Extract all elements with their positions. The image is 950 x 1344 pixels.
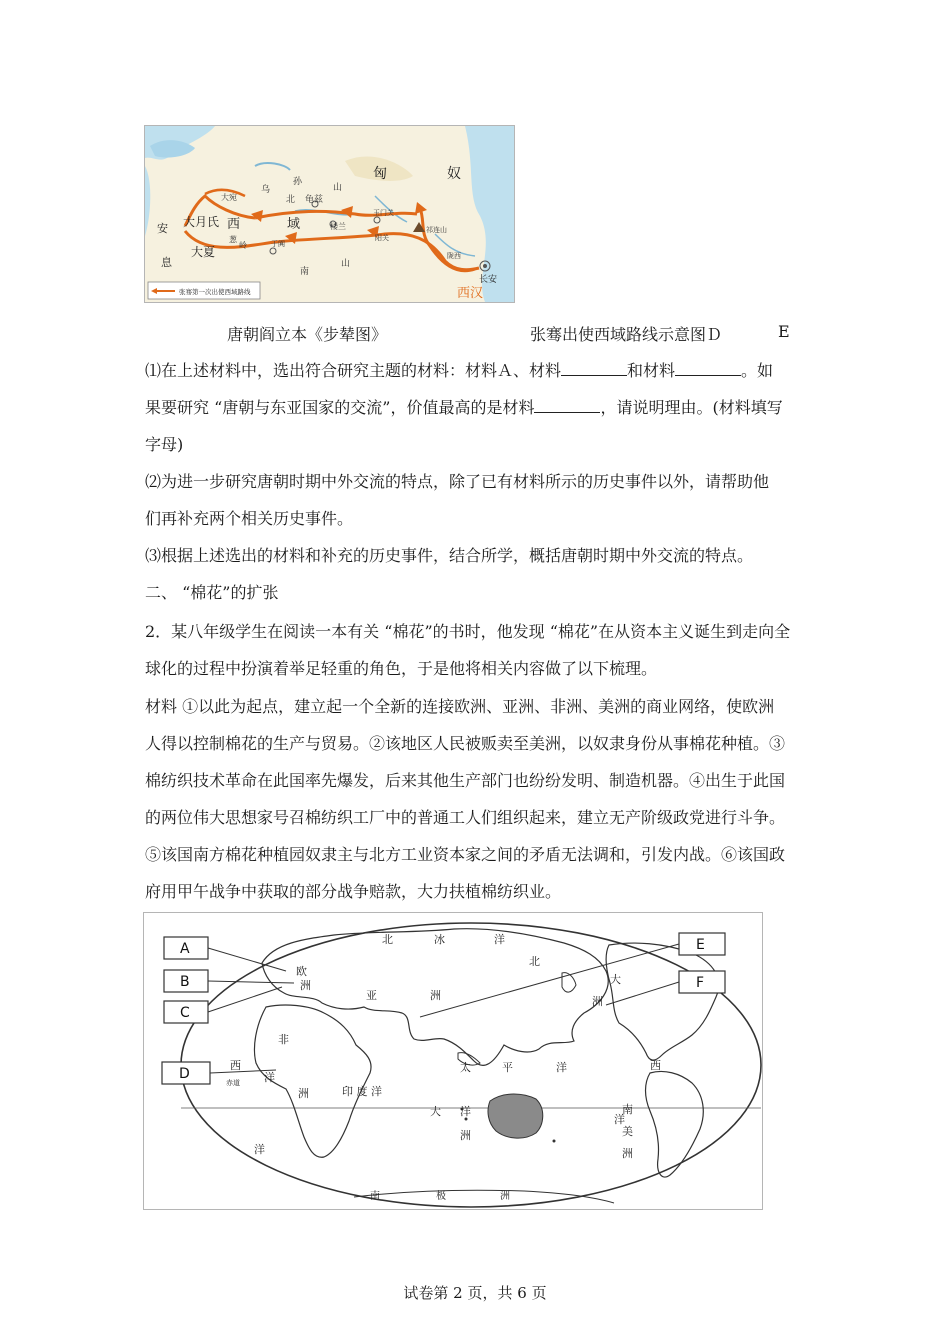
q1-text-a: ⑴在上述材料中，选出符合研究主题的材料：材料Ａ、材料 [145, 361, 562, 380]
map-box-F [679, 971, 725, 993]
q1-text-b: 和材料 [627, 361, 676, 380]
label-fei: 非 [278, 1033, 289, 1046]
label-da: 大 [430, 1105, 441, 1118]
world-map [143, 912, 763, 1210]
world-map-svg [144, 913, 762, 1209]
label-dayuezhi: 大月氏 [183, 215, 220, 229]
material-line-2: 人得以控制棉花的生产与贸易。②该地区人民被贩卖至美洲，以奴隶身份从事棉花种植。③ [145, 734, 786, 753]
q2-line-2: 们再补充两个相关历史事件。 [145, 509, 354, 528]
label-zhou-3: 洲 [298, 1087, 309, 1100]
label-yu: 域 [287, 217, 301, 232]
p2-line-1: 2．某八年级学生在阅读一本有关 “棉花”的书时，他发现 “棉花”在从资本主义诞生到走向全 [145, 622, 791, 641]
label-ya: 亚 [366, 989, 377, 1002]
label-nanji-3: 洲 [500, 1191, 510, 1202]
label-zhou-2: 洲 [430, 989, 441, 1002]
section-title: 二、 “棉花”的扩张 [145, 583, 279, 602]
map-box-E [679, 933, 725, 955]
label-yang-5: 洋 [264, 1071, 275, 1084]
label-zhou-1: 洲 [300, 979, 311, 992]
label-wu: 乌 [261, 185, 271, 195]
q1-text-c: 。如 [741, 361, 774, 380]
svg-text:B: B [180, 974, 190, 990]
label-xi-1: 西 [230, 1059, 241, 1072]
label-loulan: 楼兰 [330, 222, 346, 231]
map-box-B [164, 970, 208, 992]
material-line-5: ⑤该国南方棉花种植园奴隶主与北方工业资本家之间的矛盾无法调和，引发内战。⑥该国政 [145, 845, 786, 864]
label-sun: 孙 [293, 177, 303, 187]
label-nan: 南 [300, 267, 310, 277]
zhangqian-map-svg [145, 126, 514, 302]
label-zhou-4: 洲 [460, 1129, 471, 1142]
material-line-1: 材料 ①以此为起点，建立起一个全新的连接欧洲、亚洲、非洲、美洲的商业网络，使欧洲 [145, 697, 775, 716]
label-daxia: 大夏 [191, 245, 216, 259]
map-box-A [164, 937, 208, 959]
svg-text:D: D [179, 1066, 190, 1082]
label-anxi-2: 息 [161, 256, 172, 269]
caption-right: 张骞出使西域路线示意图Ｄ [530, 325, 723, 344]
q1-line-2 [145, 398, 813, 418]
label-nanji-2: 极 [436, 1191, 446, 1202]
label-indu-yang: 印 度 洋 [342, 1085, 382, 1098]
map-box-D [162, 1062, 210, 1084]
label-yutian: 于阗 [271, 240, 285, 248]
label-yang-1: 洋 [494, 933, 505, 946]
label-xiongnu-2: 奴 [447, 166, 461, 182]
label-ping: 平 [502, 1061, 513, 1074]
q1-line-3: 字母) [145, 435, 184, 454]
label-shan-2: 山 [341, 259, 351, 269]
label-qilianshan: 祁连山 [426, 226, 447, 234]
label-yang-3: 洋 [254, 1143, 265, 1156]
map1-legend-text: 张骞第一次出使西域路线 [179, 288, 251, 296]
label-tai: 太 [460, 1061, 471, 1074]
svg-text:A: A [180, 941, 190, 957]
q2-line-1: ⑵为进一步研究唐朝时期中外交流的特点，除了已有材料所示的历史事件以外，请帮助他 [145, 472, 770, 491]
label-xiongnu-1: 匈 [373, 166, 387, 182]
label-yangguan: 阳关 [375, 234, 389, 242]
p2-line-2: 球化的过程中扮演着举足轻重的角色，于是他将相关内容做了以下梳理。 [145, 659, 658, 678]
label-yang-taiping: 洋 [556, 1061, 567, 1074]
q1-text-e: ，请说明理由。(材料填写 [600, 398, 783, 417]
map-box-C [164, 1001, 208, 1023]
label-cong: 葱 [229, 235, 237, 244]
label-bei-2: 北 [529, 955, 540, 968]
q3-line: ⑶根据上述选出的材料和补充的历史事件，结合所学，概括唐朝时期中外交流的特点。 [145, 546, 754, 565]
caption-right-letter: E [778, 322, 790, 341]
label-longxi: 陇西 [447, 252, 461, 260]
label-xi-2: 西 [650, 1059, 661, 1072]
label-changan: 长安 [479, 275, 498, 285]
zhangqian-route-map [144, 125, 515, 303]
label-mei: 美 [622, 1125, 633, 1138]
q1-text-d: 果要研究 “唐朝与东亚国家的交流”，价值最高的是材料 [145, 398, 535, 417]
label-chidao: 赤道 [226, 1079, 240, 1087]
label-da-2: 大 [610, 973, 621, 986]
label-yumenguan: 玉门关 [373, 209, 394, 217]
q1-blank-2[interactable] [675, 361, 741, 376]
label-dawan: 大宛 [221, 193, 237, 202]
svg-text:E: E [696, 937, 705, 953]
material-line-6: 府用甲午战争中获取的部分战争赔款，大力扶植棉纺织业。 [145, 882, 562, 901]
label-nan-1: 南 [622, 1103, 633, 1116]
label-shan-1: 山 [333, 183, 343, 193]
label-ling: 岭 [239, 241, 247, 250]
label-bei: 北 [286, 195, 296, 205]
label-zhou-5: 洲 [592, 995, 603, 1008]
material-line-4: 的两位伟大思想家号召棉纺织工厂中的普通工人们组织起来，建立无产阶级政党进行斗争。 [145, 808, 786, 827]
q1-line-1 [145, 361, 813, 381]
label-xihan: 西汉 [457, 286, 484, 301]
label-bing: 冰 [434, 933, 445, 946]
material-line-3: 棉纺织技术革命在此国率先爆发，后来其他生产部门也纷纷发明、制造机器。④出生于此国 [145, 771, 786, 790]
label-yang-4: 洋 [614, 1113, 625, 1126]
q1-blank-1[interactable] [561, 361, 627, 376]
label-bei-bing: 北 [382, 933, 393, 946]
label-zi: 兹 [314, 195, 324, 205]
svg-text:F: F [696, 975, 705, 991]
page-footer: 试卷第 2 页，共 6 页 [403, 1284, 547, 1302]
label-zhou-6: 洲 [622, 1147, 633, 1160]
label-nanji-1: 南 [370, 1191, 380, 1202]
q1-blank-3[interactable] [534, 398, 600, 413]
label-gui: 龟 [305, 195, 315, 205]
caption-left: 唐朝阎立本《步辇图》 [227, 325, 388, 344]
label-anxi-1: 安 [157, 222, 168, 235]
svg-text:C: C [180, 1005, 190, 1021]
label-xi: 西 [227, 217, 241, 232]
label-ou: 欧 [296, 965, 307, 978]
label-yang-2: 洋 [460, 1105, 471, 1118]
